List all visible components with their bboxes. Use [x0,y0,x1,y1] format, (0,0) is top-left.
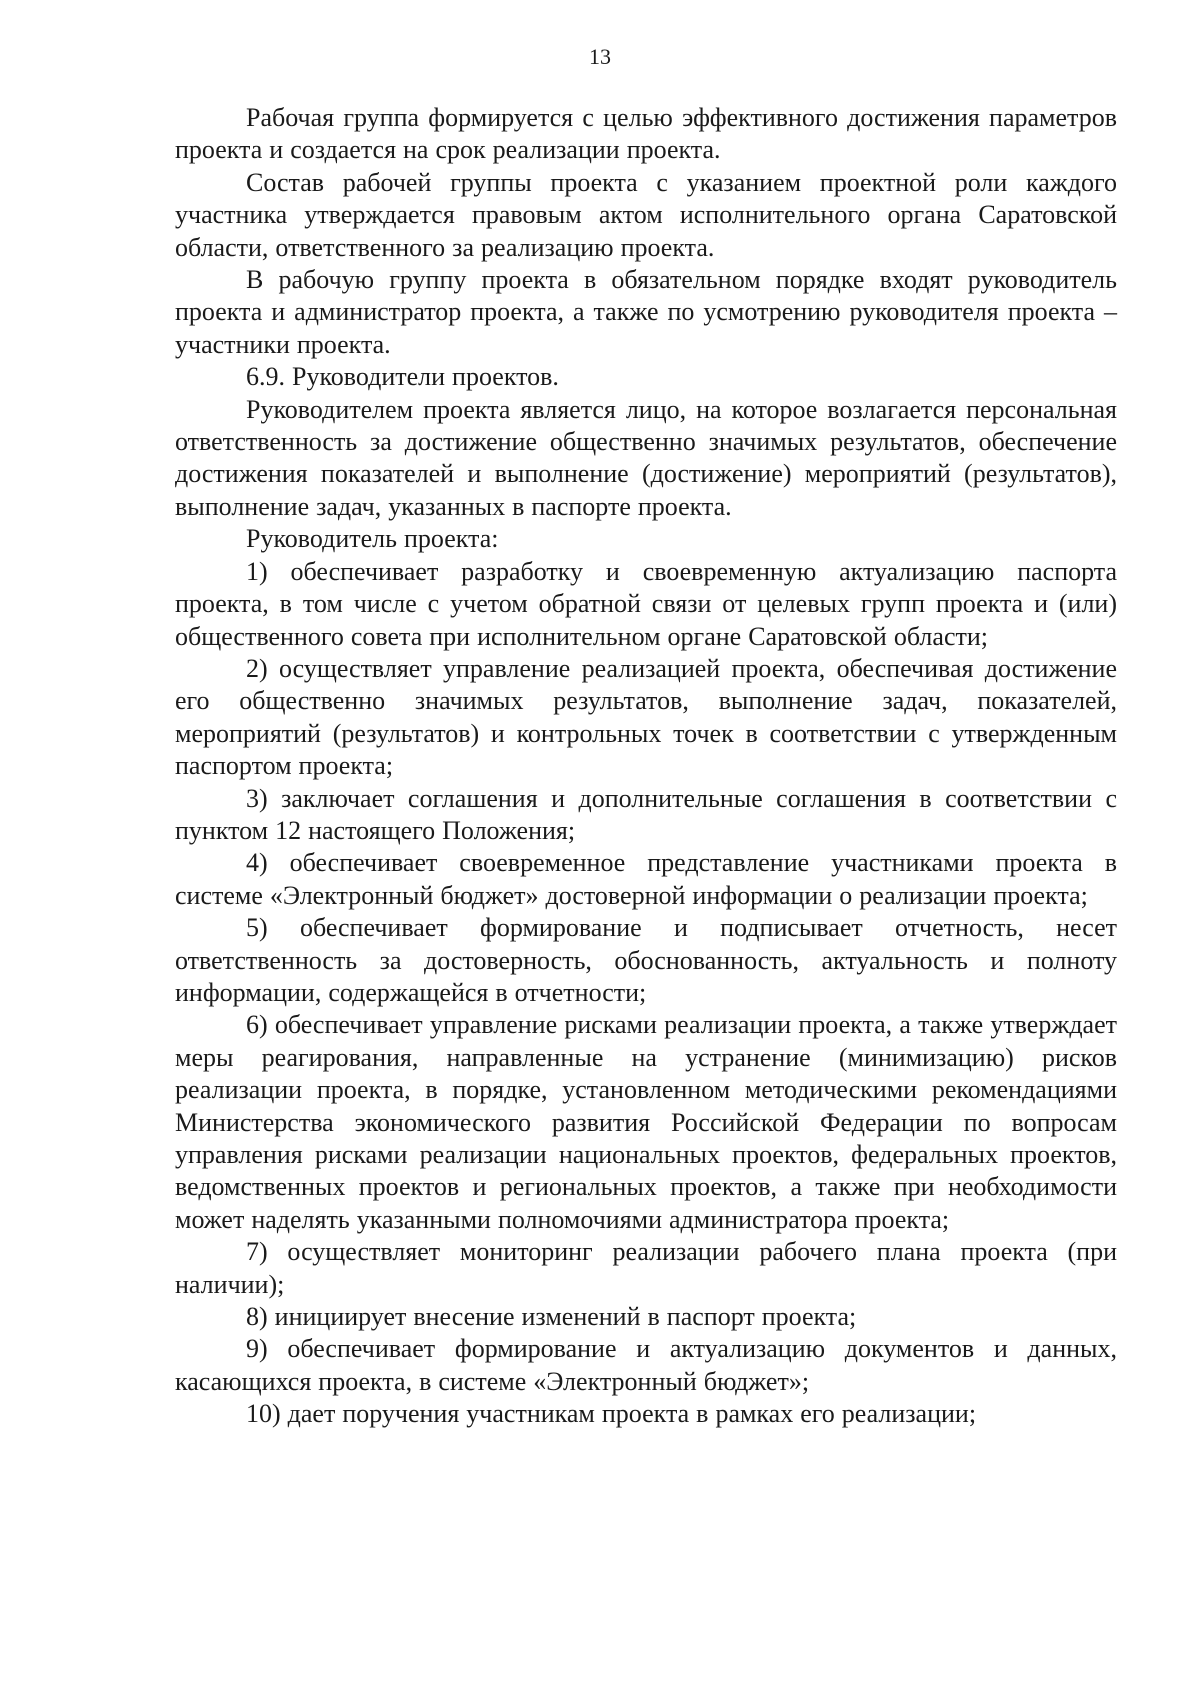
document-body [175,102,1117,1431]
list-item-2: 2) осуществляет управление реализацией проекта, обеспечивая достижение его общественно значимых результатов, выполнение задач, показателей, мероприятий (результатов) и контрольных точек в соответствии с утвержденным паспортом проекта; [175,653,1117,781]
list-item-10: 10) дает поручения участникам проекта в рамках его реализации; [246,1399,977,1429]
paragraph-project-leader-intro: Руководитель проекта: [246,524,499,554]
list-item-5: 5) обеспечивает формирование и подписывает отчетность, несет ответственность за достоверность, обоснованность, актуальность и полноту информации, содержащейся в отчетности; [175,913,1117,1007]
paragraph-project-leader-definition: Руководителем проекта является лицо, на которое возлагается персональная ответственность за достижение общественно значимых результатов, обеспечение достижения показателей и выполнение (достижение) мероприятий (результатов), выполнение задач, указанных в паспорте проекта. [175,394,1117,521]
list-item-7: 7) осуществляет мониторинг реализации рабочего плана проекта (при наличии); [175,1237,1117,1299]
list-item-8: 8) инициирует внесение изменений в паспорт проекта; [246,1302,857,1332]
list-item-3: 3) заключает соглашения и дополнительные соглашения в соответствии с пунктом 12 настоящего Положения; [175,783,1117,845]
list-item-6: 6) обеспечивает управление рисками реализации проекта, а также утверждает меры реагирования, направленные на устранение (минимизацию) рисков реализации проекта, в порядке, установленном методическими рекомендациями Министерства экономического развития Российской Федерации по вопросам управления рисками реализации национальных проектов, федеральных проектов, ведомственных проектов и региональных проектов, а также при необходимости может наделять указанными полномочиями администратора проекта; [175,1010,1117,1234]
paragraph-working-group-composition: Состав рабочей группы проекта с указанием проектной роли каждого участника утверждается правовым актом исполнительного органа Саратовской области, ответственного за реализацию проекта. [175,167,1117,262]
section-heading-project-leaders: 6.9. Руководители проектов. [246,362,559,392]
list-item-4: 4) обеспечивает своевременное представление участниками проекта в системе «Электронный бюджет» достоверной информации о реализации проекта; [175,848,1117,910]
list-item-9: 9) обеспечивает формирование и актуализацию документов и данных, касающихся проекта, в системе «Электронный бюджет»; [175,1334,1117,1396]
list-item-1: 1) обеспечивает разработку и своевременную актуализацию паспорта проекта, в том числе с учетом обратной связи от целевых групп проекта и (или) общественного совета при исполнительном органе Саратовской области; [175,556,1117,651]
paragraph-working-group-members: В рабочую группу проекта в обязательном порядке входят руководитель проекта и администратор проекта, а также по усмотрению руководителя проекта – участники проекта. [175,265,1117,359]
paragraph-working-group-purpose: Рабочая группа формируется с целью эффективного достижения параметров проекта и создается на срок реализации проекта. [175,103,1117,165]
page-number: 13 [589,44,611,69]
